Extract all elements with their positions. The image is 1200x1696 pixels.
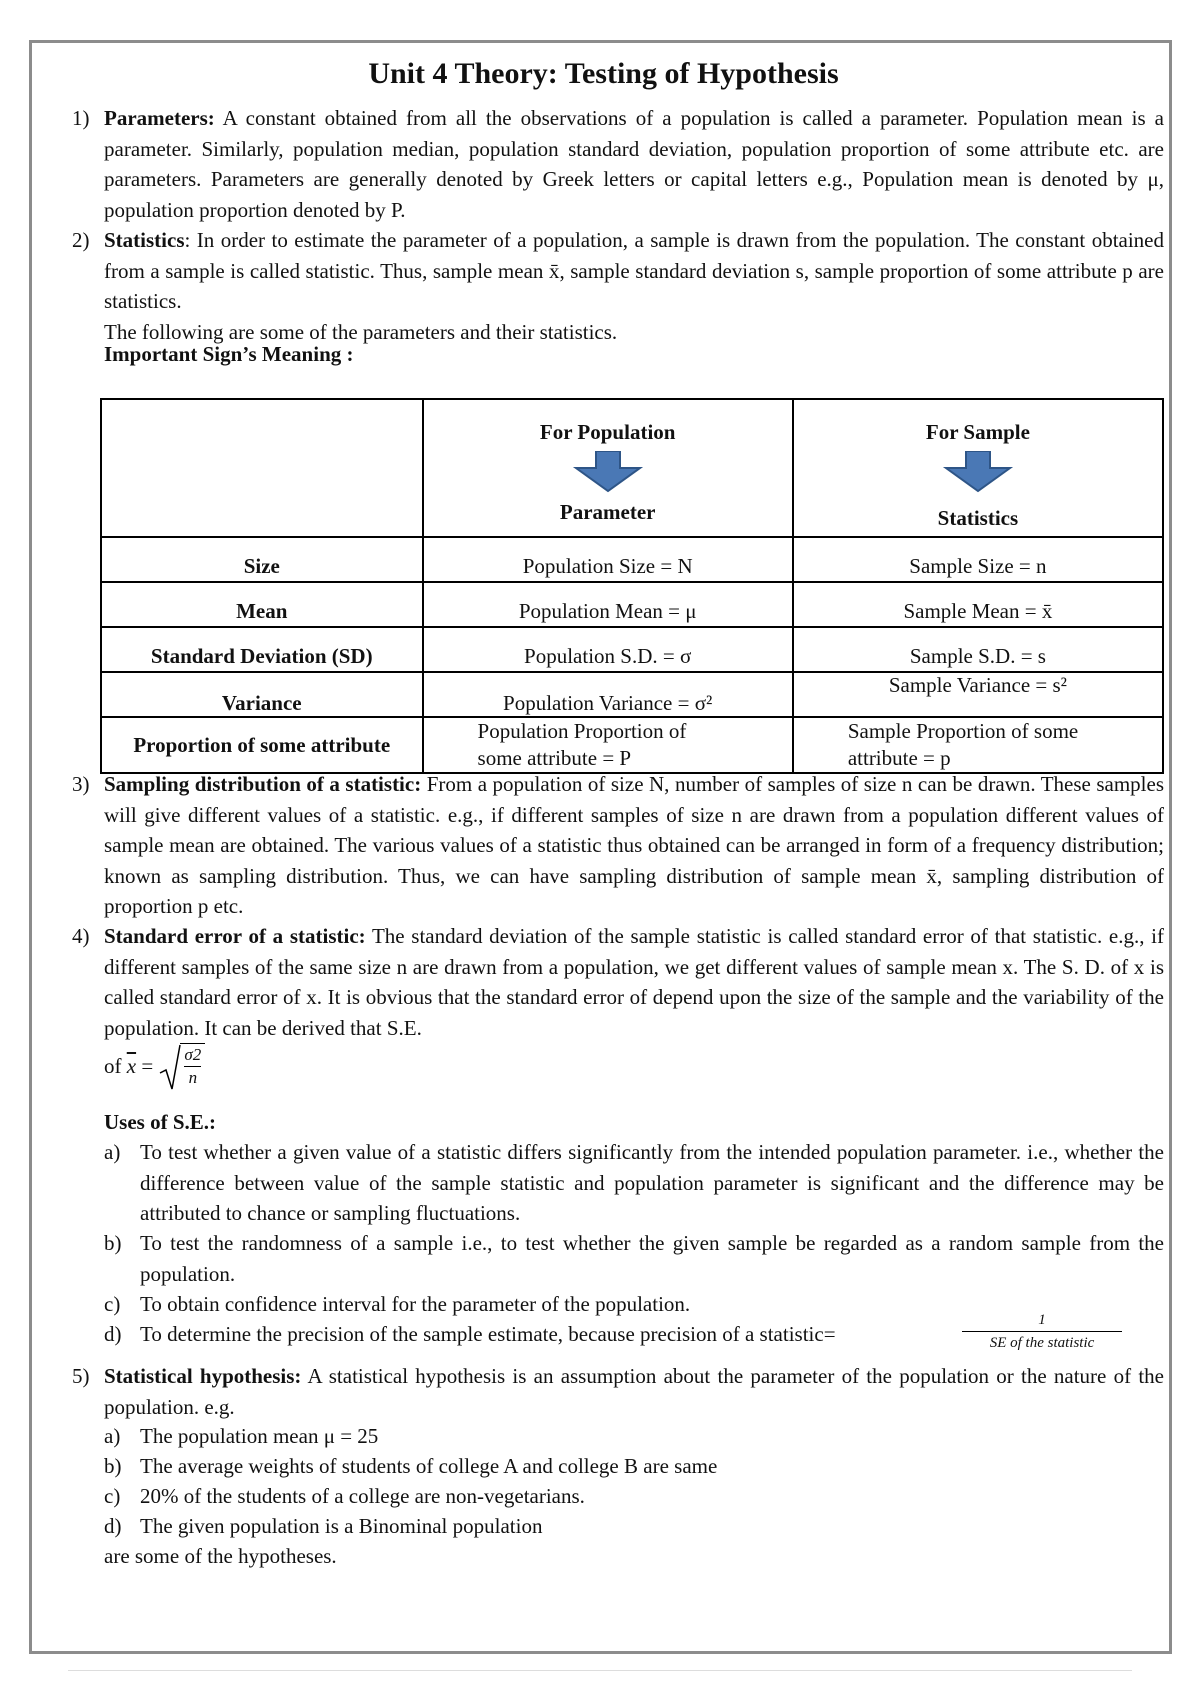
signs-table <box>100 398 1164 774</box>
row-population <box>423 717 793 773</box>
precision-denominator: SE of the statistic <box>962 1331 1122 1354</box>
list-key: c) <box>104 1484 121 1508</box>
down-arrow-icon <box>572 451 644 493</box>
table-row <box>101 717 1163 773</box>
uses-heading <box>104 1107 704 1138</box>
section-standard-error <box>104 921 1164 1043</box>
section-number: 4) <box>72 924 90 948</box>
section-heading: Standard error of a statistic: <box>104 924 366 948</box>
row-label: Size <box>101 537 423 582</box>
section-text: : In order to estimate the parameter of a population, a sample is drawn from the population. The constant obtained from a sample is called statistic. Thus, sample mean x̄, sample standard deviation s, sample proportion of some attribute p are statistics. <box>104 228 1164 313</box>
precision-numerator: 1 <box>1038 1312 1046 1328</box>
sample-sub: Statistics <box>937 506 1019 530</box>
table-caption-text: Important Sign’s Meaning : <box>104 342 354 366</box>
row-population-line1: Population Proportion of <box>477 719 687 743</box>
table-header-empty <box>101 399 423 537</box>
section-number: 2) <box>72 228 90 252</box>
hypothesis-item: The population mean μ = 25 <box>140 1424 379 1448</box>
row-population: Population S.D. = σ <box>423 627 793 672</box>
section-number: 1) <box>72 106 90 130</box>
table-row <box>101 672 1163 717</box>
uses-heading-text: Uses of S.E.: <box>104 1110 217 1134</box>
table-header-population <box>423 399 793 537</box>
table-caption <box>104 339 704 370</box>
row-label: Mean <box>101 582 423 627</box>
row-label: Proportion of some attribute <box>101 717 423 773</box>
list-key: a) <box>104 1140 121 1164</box>
footer-rule <box>68 1670 1132 1671</box>
page-content <box>32 43 1169 1651</box>
row-sample-line1: Sample Proportion of some <box>847 719 1079 743</box>
section-sampling-distribution <box>104 769 1164 922</box>
use-item: To test whether a given value of a statistic differs significantly from the intended population parameter. i.e., whether the difference between value of the sample statistic and population parameter is significant and the difference may be attributed to chance or sampling fluctuations. <box>140 1140 1164 1225</box>
formula-numerator: σ2 <box>184 1045 202 1064</box>
closing-line: are some of the hypotheses. <box>104 1544 337 1568</box>
row-sample: Sample Size = n <box>793 537 1163 582</box>
population-head: For Population <box>539 420 676 444</box>
table-row <box>101 627 1163 672</box>
list-key: b) <box>104 1231 122 1255</box>
hypothesis-item: The average weights of students of college A and college B are same <box>140 1454 718 1478</box>
use-item: To test the randomness of a sample i.e., to test whether the given sample be regarded as a random sample from the population. <box>140 1231 1164 1286</box>
formula-fraction <box>180 1043 205 1089</box>
list-key: b) <box>104 1454 122 1478</box>
row-population-line2: some attribute = P <box>477 746 632 770</box>
use-item: To determine the precision of the sample estimate, because precision of a statistic= <box>140 1322 836 1346</box>
se-formula <box>104 1043 504 1093</box>
section-text-2: The following are some of the parameters and their statistics. <box>104 319 618 344</box>
section-text: A constant obtained from all the observations of a population is called a parameter. Population mean is a parameter. Similarly, population median, population standard deviation, population proportion of some attribute etc. are parameters. Parameters are generally denoted by Greek letters or capital letters e.g., Population mean is denoted by μ, population proportion denoted by P. <box>104 106 1164 222</box>
use-item: To obtain confidence interval for the parameter of the population. <box>140 1292 691 1316</box>
table-row <box>101 582 1163 627</box>
section-heading: Parameters: <box>104 106 215 130</box>
formula-equals: = <box>136 1053 154 1078</box>
row-population: Population Variance = σ² <box>423 672 793 717</box>
table-header-sample <box>793 399 1163 537</box>
hypothesis-item: 20% of the students of a college are non-vegetarians. <box>140 1484 585 1508</box>
section-heading: Statistics <box>104 228 185 252</box>
section-statistics <box>104 225 1164 347</box>
formula-variable: $\overline{x}$ <box>126 1053 137 1078</box>
section-number: 3) <box>72 772 90 796</box>
square-root-icon <box>158 1043 182 1093</box>
formula-prefix: of <box>104 1053 127 1078</box>
list-key: c) <box>104 1292 121 1316</box>
section-heading: Statistical hypothesis: <box>104 1364 302 1388</box>
page-frame <box>29 40 1172 1654</box>
section-text: A statistical hypothesis is an assumption about the parameter of the population or the nature of the population. e.g. <box>104 1364 1164 1419</box>
precision-fraction <box>962 1309 1122 1354</box>
row-sample: Sample Mean = x̄ <box>793 582 1163 627</box>
list-key: a) <box>104 1424 121 1448</box>
population-sub: Parameter <box>559 500 656 524</box>
section-number: 5) <box>72 1364 90 1388</box>
row-label: Variance <box>101 672 423 717</box>
row-sample: Sample Variance = s² <box>793 672 1163 717</box>
sample-head: For Sample <box>925 420 1030 444</box>
section-hypothesis <box>104 1361 1164 1422</box>
row-population: Population Size = N <box>423 537 793 582</box>
row-sample <box>793 717 1163 773</box>
row-sample-line2: attribute = p <box>847 746 951 770</box>
hypothesis-item: The given population is a Binominal population <box>140 1514 543 1538</box>
table-row <box>101 537 1163 582</box>
section-heading: Sampling distribution of a statistic: <box>104 772 422 796</box>
formula-denominator: n <box>184 1066 201 1089</box>
down-arrow-icon <box>942 451 1014 493</box>
list-key: d) <box>104 1322 122 1346</box>
section-parameters <box>104 103 1164 225</box>
row-sample: Sample S.D. = s <box>793 627 1163 672</box>
page-title: Unit 4 Theory: Testing of Hypothesis <box>368 57 839 90</box>
section-text: From a population of size N, number of samples of size n can be drawn. These samples will give different values of a statistic. e.g., if different samples of size n are drawn from a population different values of sample mean are obtained. The various values of a statistic thus obtained can be arranged in form of a frequency distribution; known as sampling distribution. Thus, we can have sampling distribution of sample mean x̄, sampling distribution of proportion p etc. <box>104 772 1165 918</box>
row-population: Population Mean = μ <box>423 582 793 627</box>
section-text: The standard deviation of the sample statistic is called standard error of that statistic. e.g., if different samples of the same size n are drawn from a population, we get different values of sample mean x. The S. D. of x is called standard error of x. It is obvious that the standard error of depend upon the size of the sample and the variability of the population. It can be derived that S.E. <box>104 924 1164 1040</box>
list-key: d) <box>104 1514 122 1538</box>
row-label: Standard Deviation (SD) <box>101 627 423 672</box>
